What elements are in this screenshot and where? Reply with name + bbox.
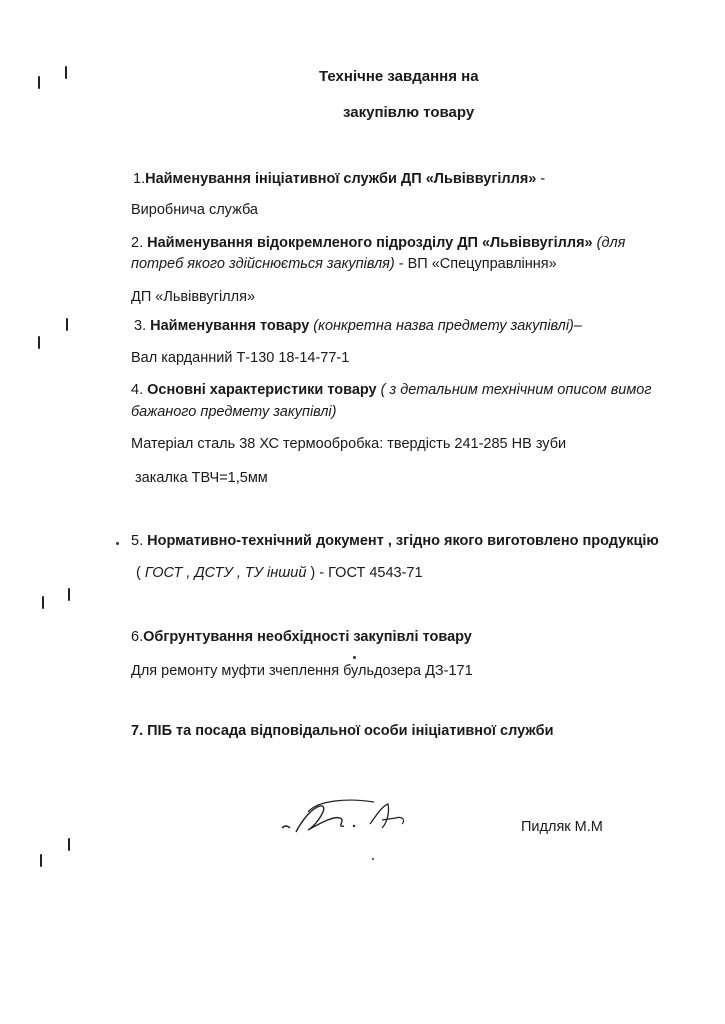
section-2-value: ДП «Львіввугілля» bbox=[131, 289, 256, 305]
section-6-title: Обгрунтування необхідності закупівлі товару bbox=[143, 629, 472, 645]
scan-speck bbox=[372, 858, 374, 860]
scan-speck bbox=[116, 542, 119, 545]
section-5-note: ГОСТ , ДСТУ , ТУ інший bbox=[144, 565, 307, 581]
section-4-note-end: бажаного предмету закупівлі) bbox=[131, 404, 337, 420]
section-1-value: Виробнича служба bbox=[131, 202, 258, 218]
left-margin-mark bbox=[66, 318, 68, 331]
section-1-heading bbox=[133, 170, 545, 188]
section-4-title: Основні характеристики товару bbox=[147, 382, 377, 398]
left-margin-mark bbox=[38, 76, 40, 89]
document-title-line1: Технічне завдання на bbox=[319, 68, 479, 85]
section-3-title: Найменування товару bbox=[150, 318, 310, 334]
section-5-value bbox=[136, 564, 423, 582]
section-7-title: 7. ПІБ та посада відповідальної особи ініціативної служби bbox=[131, 723, 554, 739]
section-6-heading bbox=[131, 628, 472, 646]
section-2-unit: - ВП «Спецуправління» bbox=[394, 256, 557, 272]
scan-speck bbox=[353, 656, 356, 659]
section-4-heading-cont bbox=[131, 403, 336, 421]
left-margin-mark bbox=[65, 66, 67, 79]
section-5-paren: ( bbox=[136, 565, 145, 581]
section-1-dash: - bbox=[536, 171, 546, 187]
section-4-number: 4. bbox=[131, 382, 148, 398]
section-3-dash: – bbox=[573, 318, 582, 334]
section-3-value: Вал карданний Т-130 18-14-77-1 bbox=[131, 350, 350, 366]
section-2-heading bbox=[131, 234, 625, 252]
section-3-number: 3. bbox=[134, 318, 151, 334]
section-4-value-line1: Матеріал сталь 38 ХС термообробка: твердість 241-285 НВ зуби bbox=[131, 436, 567, 452]
section-3-heading bbox=[134, 317, 582, 335]
section-2-heading-cont bbox=[131, 255, 557, 273]
section-4-value-line2: закалка ТВЧ=1,5мм bbox=[135, 470, 268, 486]
section-5-title: Нормативно-технічний документ , згідно якого виготовлено продукцію bbox=[147, 533, 659, 549]
section-5-standard: ) - ГОСТ 4543-71 bbox=[306, 565, 423, 581]
signature-image bbox=[278, 794, 418, 844]
section-2-note-start: (для bbox=[592, 235, 626, 251]
section-2-number: 2. bbox=[131, 235, 148, 251]
signer-name: Пидляк М.М bbox=[521, 819, 603, 835]
section-4-note-start: ( з детальним технічним описом вимог bbox=[376, 382, 652, 398]
section-6-value: Для ремонту муфти зчеплення бульдозера ДЗ-171 bbox=[131, 663, 473, 679]
section-3-note: (конкретна назва предмету закупівлі) bbox=[309, 318, 574, 334]
section-6-number: 6. bbox=[131, 629, 144, 645]
left-margin-mark bbox=[38, 336, 40, 349]
left-margin-mark bbox=[68, 838, 70, 851]
section-1-title: Найменування ініціативної служби ДП «Львіввугілля» bbox=[145, 171, 537, 187]
section-5-heading bbox=[131, 532, 659, 550]
section-1-number: 1. bbox=[133, 171, 146, 187]
section-2-title: Найменування відокремленого підрозділу ДП «Львіввугілля» bbox=[147, 235, 593, 251]
section-7-heading bbox=[131, 722, 554, 740]
left-margin-mark bbox=[68, 588, 70, 601]
section-4-heading bbox=[131, 381, 651, 399]
document-title-line2: закупівлю товару bbox=[343, 104, 475, 121]
section-5-number: 5. bbox=[131, 533, 148, 549]
section-2-note-end: потреб якого здійснюється закупівля) bbox=[131, 256, 395, 272]
left-margin-mark bbox=[42, 596, 44, 609]
left-margin-mark bbox=[40, 854, 42, 867]
